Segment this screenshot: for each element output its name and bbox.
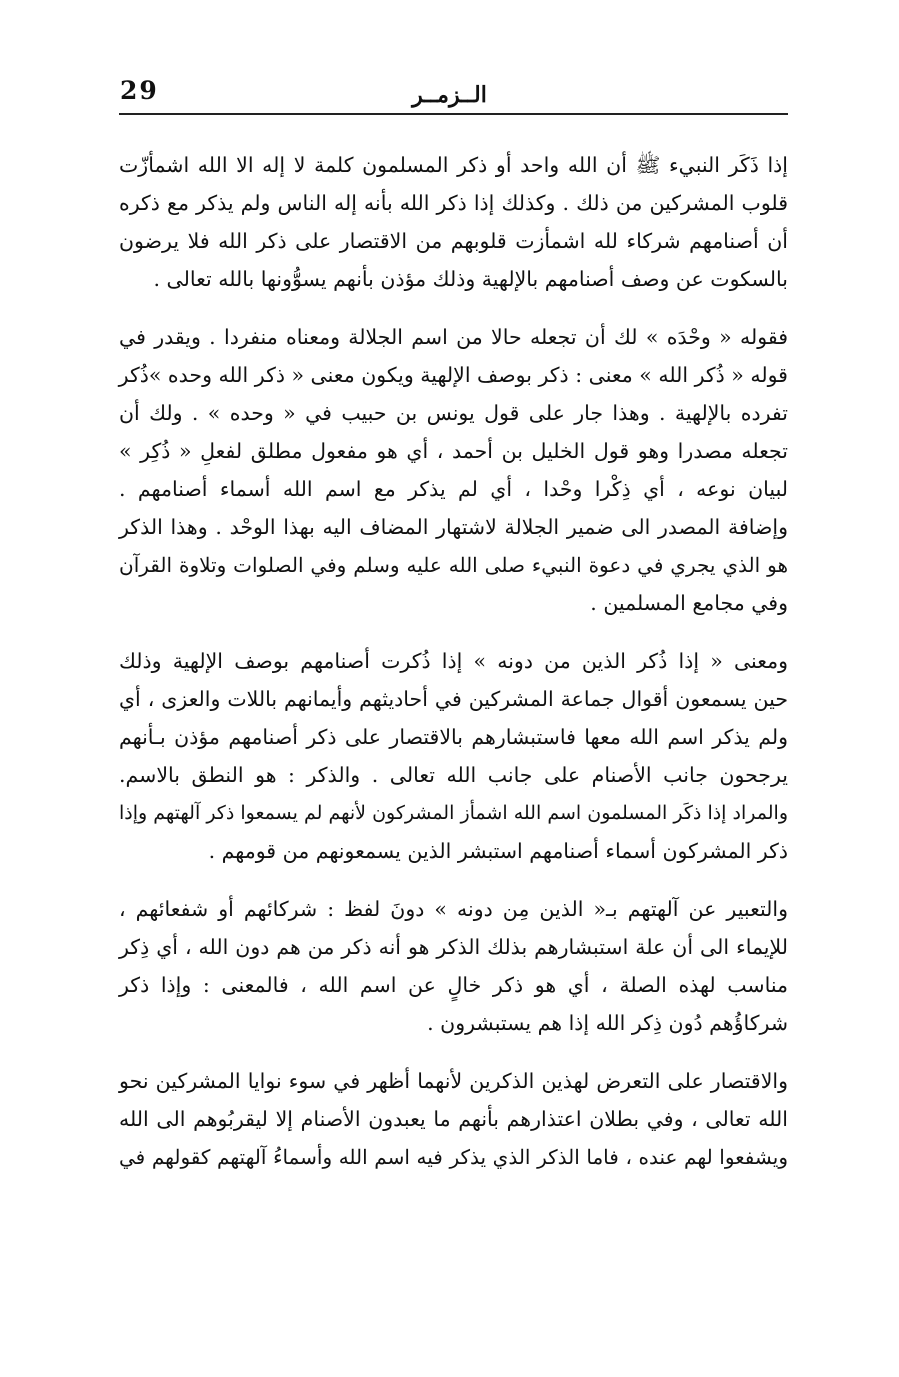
page-number: 29 xyxy=(120,76,159,105)
text-line: والتعبير عن آلهتهم بـ« الذين مِن دونه » دونَ لفظ : شركائهم أو شفعائهم ، xyxy=(119,897,788,921)
text-line: والمراد إذا ذكَر المسلمون اسم الله اشمأز المشركون لأنهم لم يسمعوا ذكر آلهتهم وإذا xyxy=(119,802,788,824)
header-divider xyxy=(119,113,788,115)
text-line: أن أصنامهم شركاء لله اشمأزت قلوبهم من الاقتصار على ذكر الله فلا يرضون xyxy=(119,229,788,253)
text-line: ولم يذكر اسم الله معها فاستبشارهم بالاقتصار على ذكر أصنامهم مؤذن بـأنهم xyxy=(119,725,788,749)
text-line: فقوله « وحْدَه » لك أن تجعله حالا من اسم الجلالة ومعناه منفردا . ويقدر في xyxy=(119,325,788,349)
text-line: مناسب لهذه الصلة ، أي هو ذكر خالٍ عن اسم الله ، فالمعنى : وإذا ذكر xyxy=(119,973,788,997)
text-line: ذكر المشركون أسماء أصنامهم استبشر الذين يسمعونهم من قومهم . xyxy=(208,839,788,863)
text-line: يرجحون جانب الأصنام على جانب الله تعالى . والذكر : هو النطق بالاسم. xyxy=(119,763,788,787)
page-body xyxy=(119,146,788,1196)
text-line: لبيان نوعه ، أي ذِكْرا وحْدا ، أي لم يذكر مع اسم الله أسماء أصنامهم . xyxy=(119,477,788,501)
text-line: والاقتصار على التعرض لهذين الذكرين لأنهما أظهر في سوء نوايا المشركين نحو xyxy=(119,1069,788,1093)
text-line: حين يسمعون أقوال جماعة المشركين في أحاديثهم وأيمانهم باللات والعزى ، أي xyxy=(119,687,788,711)
paragraph-2 xyxy=(119,318,788,622)
text-line: وفي مجامع المسلمين . xyxy=(590,591,788,615)
text-line: الله تعالى ، وفي بطلان اعتذارهم بأنهم ما يعبدون الأصنام إلا ليقربُوهم الى الله xyxy=(119,1107,788,1131)
text-line: تفرده بالإلهية . وهذا جار على قول يونس بن حبيب في « وحده » . ولك أن xyxy=(119,401,788,425)
text-line: إذا ذَكَر النبيء ﷺ أن الله واحد أو ذكر المسلمون كلمة لا إله الا الله اشمأزّت xyxy=(119,153,788,177)
paragraph-4 xyxy=(119,890,788,1042)
text-line: تجعله مصدرا وهو قول الخليل بن أحمد ، أي هو مفعول مطلق لفعلِ « ذُكِر » xyxy=(119,439,788,463)
paragraph-3 xyxy=(119,642,788,870)
text-line: وإضافة المصدر الى ضمير الجلالة لاشتهار المضاف اليه بهذا الوحْد . وهذا الذكر xyxy=(119,515,788,539)
text-line: شركاؤُهم دُون ذِكر الله إذا هم يستبشرون . xyxy=(427,1011,788,1035)
text-line: ومعنى « إذا ذُكر الذين من دونه » إذا ذُكرت أصنامهم بوصف الإلهية وذلك xyxy=(119,649,788,673)
text-line: هو الذي يجري في دعوة النبيء صلى الله عليه وسلم وفي الصلوات وتلاوة القرآن xyxy=(119,553,788,577)
text-line: للإيماء الى أن علة استبشارهم بذلك الذكر هو أنه ذكر من هم دون الله ، أي ذِكر xyxy=(119,935,788,959)
text-line: ويشفعوا لهم عنده ، فاما الذكر الذي يذكر فيه اسم الله وأسماءُ آلهتهم كقولهم في xyxy=(119,1145,788,1169)
chapter-title: الــزمــر xyxy=(412,82,487,108)
text-line: قلوب المشركين من ذلك . وكذلك إذا ذكر الله بأنه إله الناس ولم يذكر مع ذكره xyxy=(119,191,788,215)
text-line: قوله « ذُكر الله » معنى : ذكر بوصف الإلهية ويكون معنى « ذكر الله وحده »ذُكر xyxy=(118,363,788,387)
text-line: بالسكوت عن وصف أصنامهم بالإلهية وذلك مؤذن بأنهم يسوُّونها بالله تعالى . xyxy=(153,267,788,291)
paragraph-5 xyxy=(119,1062,788,1176)
paragraph-1 xyxy=(119,146,788,298)
